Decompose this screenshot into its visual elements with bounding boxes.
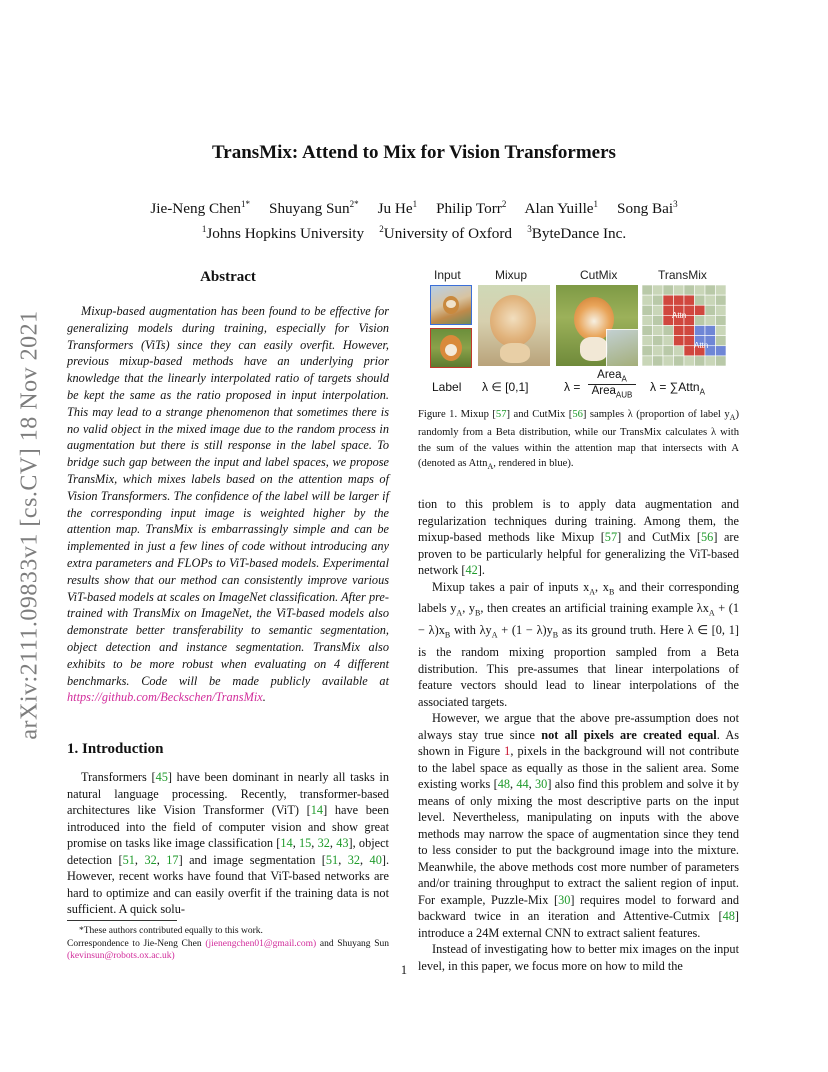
citation-link[interactable]: 51	[122, 852, 135, 867]
author-affiliation-mark: 2*	[349, 199, 359, 209]
input-image-b	[430, 328, 472, 368]
attention-cell	[642, 305, 653, 315]
cutmix-lambda-fraction	[588, 369, 636, 400]
attention-cell	[663, 326, 674, 336]
citation-link[interactable]: 32	[144, 852, 157, 867]
mixup-lambda: λ ∈ [0,1]	[482, 380, 529, 394]
attention-cell	[695, 285, 706, 295]
body-paragraph: Mixup takes a pair of inputs $x_A$, $x_B$ and their corresponding labels $y_A$, $y_B$, then creates an artificial training example $\lambda x_A + (1 - \lambda)x_B$ with $\lambda y_A + (1 - \lambda)y_B$ as its ground truth. Here λ ∈ [0, 1] is the random mixing proportion sampled from a Beta distribution. This pre-assumes that linear interpolations of feature vectors should lead to linear interpolations of the associated targets.	[418, 579, 740, 709]
affiliation-list	[0, 219, 828, 244]
attention-cell	[674, 346, 685, 356]
col-header-mixup: Mixup	[495, 268, 528, 282]
attention-cell	[674, 326, 685, 336]
correspondence-prefix: Correspondence to Jie-Neng Chen	[67, 938, 202, 949]
attn-label-a: Attn	[672, 311, 687, 320]
citation-link[interactable]: 56	[572, 409, 583, 420]
cutmix-numerator-sub: A	[621, 374, 627, 384]
body-paragraph: However, we argue that the above pre-assumption does not always stay true since not all pixels are created equal. As shown in Figure 1, pixels in the background will not contribute to the label space as equally as those in the salient area. Some existing works [48, 44, 30] also find this problem and solve it by means of only mixing the most descriptive parts on the input level. Nevertheless, manipulating on inputs with the above methods may narrow the space of augmentation since they tend to less consider to put the background image into the mixture. Meanwhile, the above methods cost more number of parameters and/or training throughput to extract the salient region of input. For example, Puzzle-Mix [30] requires model to forward and backward twice in an iteration and Attentive-Cutmix [48] introduce a 24M external CNN to extract salient features.	[418, 711, 740, 940]
attention-cell	[705, 305, 716, 315]
email-link-1[interactable]: (jienengchen01@gmail.com)	[205, 938, 317, 949]
attention-cell	[716, 305, 727, 315]
figure-1-caption	[418, 407, 739, 474]
subscript: B	[552, 630, 559, 640]
attention-cell	[653, 336, 664, 346]
correspondence-mid: and Shuyang Sun	[319, 938, 390, 949]
caption-text: Figure 1. Mixup [57] and CutMix [56] samples λ (proportion of label $y_A$) randomly from a Beta distribution, while our TransMix calculates λ with the sum of the values within the attention map that intersects with A (denoted as Attn$_A$, rendered in blue).	[418, 409, 739, 471]
citation-link[interactable]: 30	[558, 892, 571, 907]
attention-cell	[642, 285, 653, 295]
affiliation: $^1$Johns Hopkins University	[201, 224, 365, 242]
attention-cell	[716, 326, 727, 336]
attention-cell	[695, 356, 706, 366]
section-heading-introduction: 1. Introduction	[67, 741, 164, 757]
author-name: Ju He$^1$	[377, 199, 418, 217]
attention-cell	[695, 326, 706, 336]
author-affiliation-mark: 2	[501, 199, 507, 209]
attention-cell	[695, 315, 706, 325]
citation-link[interactable]: 48	[497, 777, 510, 792]
col-header-cutmix: CutMix	[580, 268, 618, 282]
abstract-end: .	[262, 690, 266, 705]
attention-cell	[716, 346, 727, 356]
footnote-rule	[67, 920, 177, 921]
citation-link[interactable]: 30	[535, 777, 548, 792]
attention-cell	[695, 305, 706, 315]
citation-link[interactable]: 40	[369, 852, 382, 867]
citation-link[interactable]: 17	[166, 852, 179, 867]
attention-cell	[653, 305, 664, 315]
code-link[interactable]: https://github.com/Beckschen/TransMix	[67, 690, 263, 705]
attention-cell	[642, 326, 653, 336]
affiliation: $^2$University of Oxford	[379, 224, 513, 242]
attention-cell	[653, 356, 664, 366]
attention-cell	[663, 356, 674, 366]
attention-cell	[653, 295, 664, 305]
attention-cell	[716, 315, 727, 325]
author-affiliation-mark: 1*	[241, 199, 251, 209]
body-paragraph: Instead of investigating how to better mix images on the input level, in this paper, we focus more on how to mild the	[418, 942, 739, 973]
attention-cell	[674, 295, 685, 305]
transmix-lambda-sub: A	[699, 387, 705, 397]
attention-cell	[642, 336, 653, 346]
author-list	[0, 194, 828, 219]
author-name: Song Bai$^3$	[617, 199, 678, 217]
citation-link[interactable]: 48	[722, 909, 735, 924]
citation-link[interactable]: 45	[155, 770, 168, 784]
attention-cell	[653, 346, 664, 356]
label-row-title: Label	[432, 380, 462, 394]
attention-cell	[663, 285, 674, 295]
attention-cell	[642, 346, 653, 356]
footnote	[67, 925, 389, 963]
citation-link[interactable]: 32	[317, 836, 330, 850]
attention-cell	[705, 356, 716, 366]
author-affiliation-mark: 1	[593, 199, 599, 209]
attention-cell	[663, 336, 674, 346]
attention-cell	[653, 285, 664, 295]
attention-cell	[663, 295, 674, 305]
transmix-lambda	[650, 380, 705, 396]
attention-cell	[663, 346, 674, 356]
col-header-transmix: TransMix	[658, 268, 707, 282]
body-paragraph: tion to this problem is to apply data augmentation and regularization techniques during training. Among them, the mixup-based methods like Mixup [57] and CutMix [56] are proven to be particularly helpful for generalizing the ViT-based network [42].	[418, 497, 739, 577]
footnote-equal-contribution: *These authors contributed equally to this work.	[79, 926, 263, 936]
attention-cell	[653, 315, 664, 325]
author-name: Alan Yuille$^1$	[524, 199, 599, 217]
attention-cell	[642, 356, 653, 366]
citation-link[interactable]: 32	[347, 852, 361, 867]
subscript: A	[487, 461, 494, 471]
attention-cell	[684, 346, 695, 356]
subscript: B	[444, 630, 451, 640]
author-name: Philip Torr$^2$	[436, 199, 507, 217]
author-affiliation-mark: 1	[412, 199, 418, 209]
author-name: Shuyang Sun$^{2*}$	[269, 199, 359, 217]
abstract-text: Mixup-based augmentation has been found to be effective for generalizing models during training, especially for Vision Transformers (ViTs) since they can easily overfit. However, previous mixup-based methods have an underlying prior knowledge that the linearly interpolated ratio of targets should be kept the same as the ratio proposed in input interpolation. This may lead to a strange phenomenon that sometimes there is no valid object in the mixed image due to the random process in augmentation but there is still response in the label space. To bridge such gap between the input and label spaces, we propose TransMix, which mixes labels based on the attention maps of Vision Transformers. The confidence of the label will be larger if the corresponding input image is weighted higher by the attention map. TransMix is embarrassingly simple and can be implemented in just a few lines of code without introducing any extra parameters and FLOPs to ViT-based models. Experimental results show that our method can consistently improve various ViT-based models at scales on ImageNet classification. After pre-trained with TransMix on ImageNet, the ViT-based models also demonstrate better transferability to semantic segmentation, object detection and instance segmentation. TransMix also exhibits to be more robust when evaluating on 4 different benchmarks. Code will be made publicly available at	[67, 304, 389, 688]
author-affiliation-mark: 3	[673, 199, 678, 209]
attn-label-b: Attn	[694, 341, 709, 350]
attention-cell	[716, 356, 727, 366]
arxiv-stamp-container	[10, 280, 50, 770]
abstract-body	[67, 303, 389, 706]
subscript: A	[589, 586, 596, 596]
attention-cell	[674, 285, 685, 295]
paper-title: TransMix: Attend to Mix for Vision Transformers	[212, 142, 616, 163]
citation-link[interactable]: 57	[495, 409, 507, 420]
attention-cell	[716, 295, 727, 305]
transmix-lambda-text: λ = ∑Attn	[650, 380, 700, 394]
cutmix-image	[556, 285, 638, 366]
col-header-input: Input	[434, 268, 461, 282]
abstract-heading: Abstract	[200, 269, 256, 285]
subscript: A	[708, 608, 715, 618]
attention-cell	[684, 336, 695, 346]
citation-link[interactable]: 14	[310, 803, 324, 817]
citation-link[interactable]: 44	[516, 777, 529, 792]
citation-link[interactable]: 57	[604, 530, 618, 544]
citation-link[interactable]: 56	[701, 530, 714, 544]
intro-paragraph: Transformers [45] have been dominant in nearly all tasks in natural language processing. Recently, transformer-based architectures like Vision Transformer (ViT) [14] have been introduced into the field of computer vision and show great promise on tasks like image classification [14, 15, 32, 43], object detection [51, 32, 17] and image segmentation [51, 32, 40]. However, recent works have found that ViT-based networks are hard to optimize and can easily overfit if the training data is not sufficient. A quick solu-	[67, 770, 390, 916]
attention-cell	[642, 315, 653, 325]
affiliation: $^3$ByteDance Inc.	[527, 224, 627, 242]
attention-cell	[642, 295, 653, 305]
cutmix-denominator-sub: AUB	[615, 390, 633, 400]
attention-cell	[674, 356, 685, 366]
subscript: B	[608, 586, 615, 596]
input-image-a	[430, 285, 472, 325]
author-block	[0, 194, 828, 244]
attention-cell	[684, 295, 695, 305]
subscript: B	[474, 608, 481, 618]
citation-link[interactable]: 42	[465, 563, 478, 577]
attention-cell	[684, 326, 695, 336]
attention-cell	[653, 326, 664, 336]
citation-link[interactable]: 14	[280, 836, 293, 850]
attention-cell	[684, 285, 695, 295]
attention-cell	[716, 336, 727, 346]
arxiv-stamp: arXiv:2111.09833v1 [cs.CV] 18 Nov 2021	[16, 310, 43, 740]
email-link-2[interactable]: (kevinsun@robots.ox.ac.uk)	[67, 951, 175, 961]
citation-link[interactable]: 51	[325, 852, 339, 867]
right-column-body	[418, 496, 739, 974]
subscript: A	[491, 630, 498, 640]
transmix-attention-map	[642, 285, 726, 366]
attention-cell	[684, 356, 695, 366]
attention-grid	[642, 285, 726, 366]
introduction-body	[67, 769, 389, 918]
attention-cell	[674, 336, 685, 346]
citation-link[interactable]: 43	[336, 836, 349, 850]
attention-cell	[705, 285, 716, 295]
cutmix-denominator: Area	[591, 385, 616, 398]
attention-cell	[705, 326, 716, 336]
footnote-correspondence	[67, 938, 389, 963]
figure-ref-link[interactable]: 1	[504, 744, 511, 759]
author-name: Jie-Neng Chen$^{1*}$	[150, 199, 251, 217]
subscript: A	[729, 413, 736, 423]
attention-cell	[716, 285, 727, 295]
mixup-image	[478, 285, 550, 366]
figure-1	[418, 268, 739, 400]
citation-link[interactable]: 15	[299, 836, 312, 850]
cutmix-lambda-lhs: λ =	[564, 380, 581, 394]
emphasis-text: not all pixels are created equal	[541, 727, 717, 742]
attention-cell	[705, 295, 716, 305]
attention-cell	[705, 315, 716, 325]
subscript: A	[456, 608, 463, 618]
page-number: 1	[400, 963, 408, 977]
attention-cell	[695, 295, 706, 305]
cutmix-numerator: Area	[597, 369, 622, 381]
